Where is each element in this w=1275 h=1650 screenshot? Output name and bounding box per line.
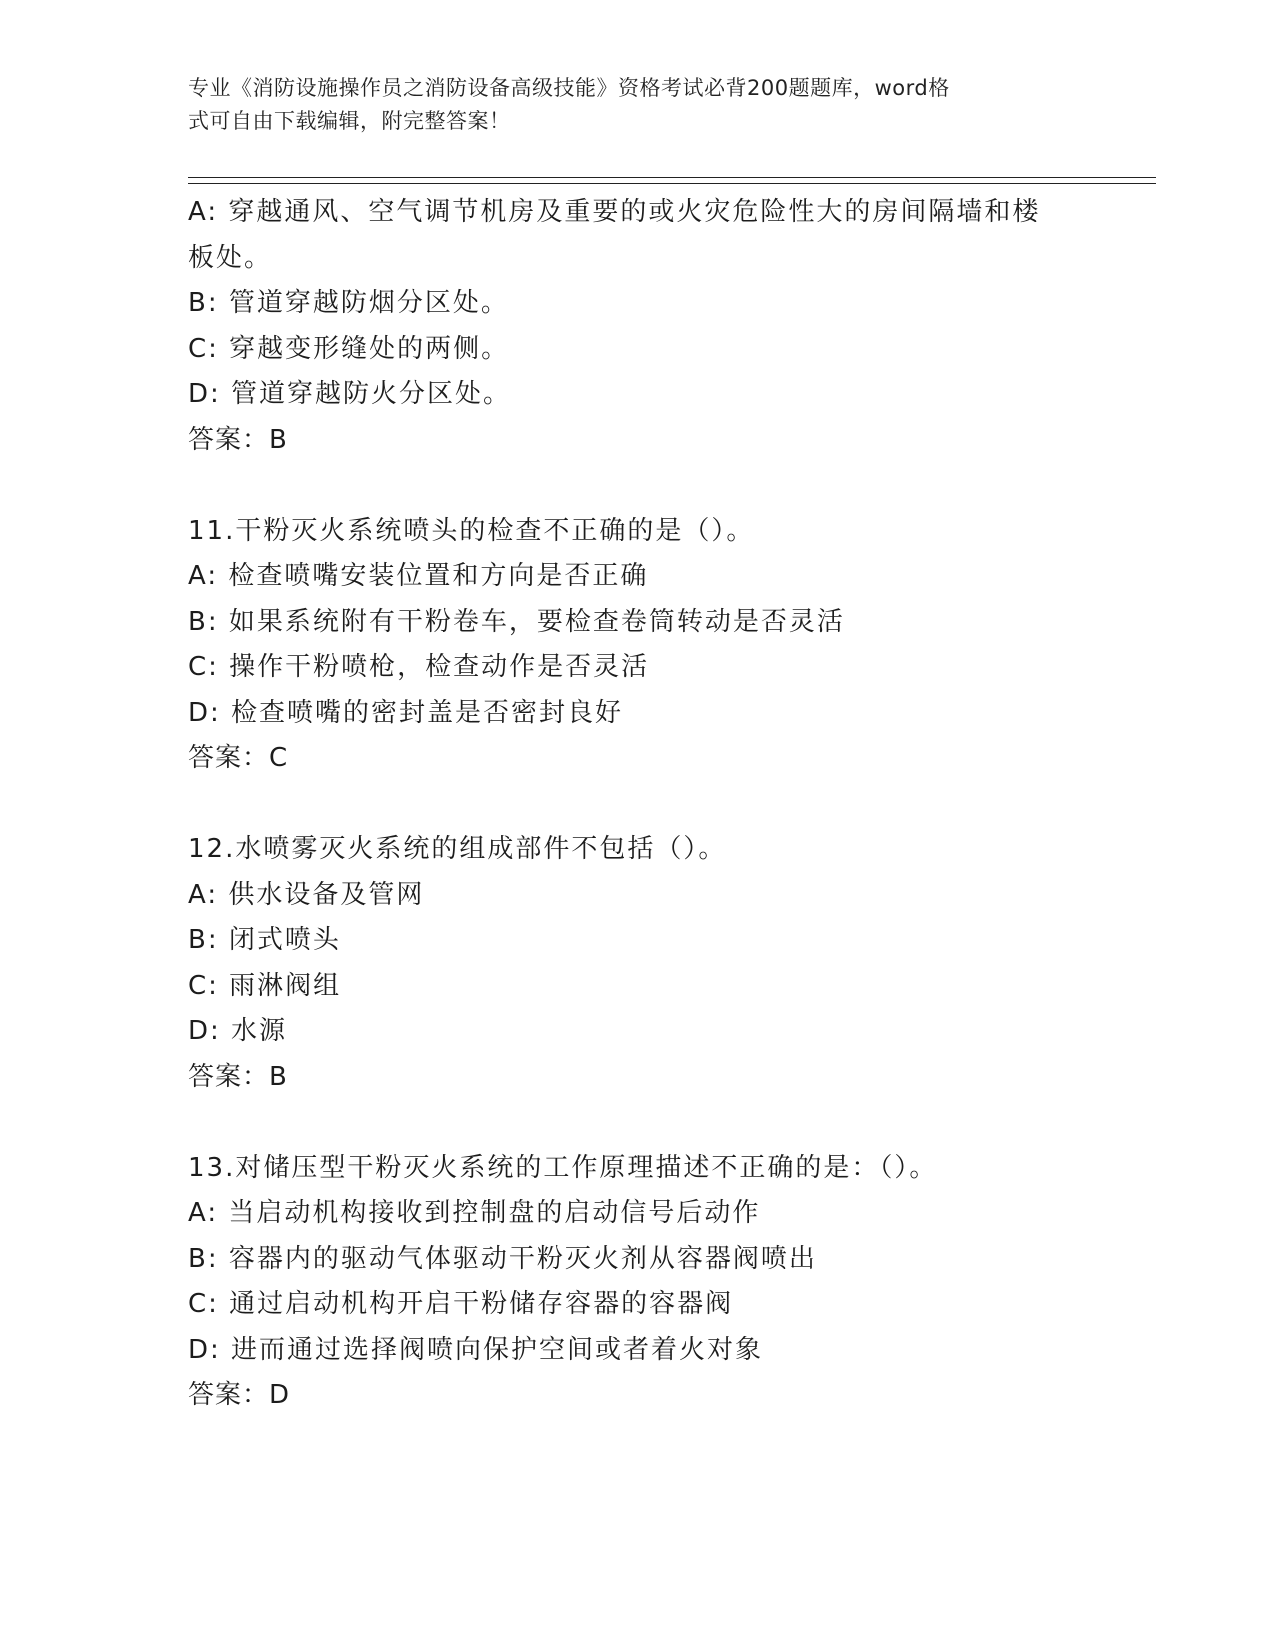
answer: 答案：B <box>188 424 288 455</box>
question-block-13 <box>188 1146 1128 1419</box>
option-d: D: 管道穿越防火分区处。 <box>188 379 512 409</box>
option-d: D: 水源 <box>188 1016 288 1046</box>
option-c: C: 通过启动机构开启干粉储存容器的容器阀 <box>188 1289 734 1319</box>
option-c: C: 穿越变形缝处的两侧。 <box>188 333 510 364</box>
header-line-2: 式可自由下载编辑，附完整答案！ <box>188 109 511 133</box>
spacer <box>188 782 1128 828</box>
option-c: C: 雨淋阀组 <box>188 970 342 1001</box>
answer: 答案：B <box>188 1061 288 1092</box>
header-divider-bottom <box>188 183 1156 184</box>
option-b: B: 容器内的驱动气体驱动干粉灭火剂从容器阀喷出 <box>188 1243 817 1274</box>
option-a: A: 当启动机构接收到控制盘的启动信号后动作 <box>188 1198 761 1228</box>
question-block-10 <box>188 190 1128 463</box>
answer: 答案：D <box>188 1380 291 1410</box>
option-a-line-1: A: 穿越通风、空气调节机房及重要的或火灾危险性大的房间隔墙和楼 <box>188 197 1041 227</box>
question-block-11 <box>188 509 1128 782</box>
document-header <box>188 72 1078 138</box>
spacer <box>188 1100 1128 1146</box>
option-c: C: 操作干粉喷枪，检查动作是否灵活 <box>188 652 650 682</box>
option-d: D: 检查喷嘴的密封盖是否密封良好 <box>188 697 624 728</box>
header-divider-top <box>188 177 1156 178</box>
question-stem: 13.对储压型干粉灭火系统的工作原理描述不正确的是：（）。 <box>188 1152 938 1183</box>
question-stem: 12.水喷雾灭火系统的组成部件不包括（）。 <box>188 834 727 864</box>
question-stem: 11.干粉灭火系统喷头的检查不正确的是（）。 <box>188 515 755 546</box>
question-block-12 <box>188 827 1128 1100</box>
option-a: A: 检查喷嘴安装位置和方向是否正确 <box>188 561 649 591</box>
option-a: A: 供水设备及管网 <box>188 879 425 910</box>
option-b: B: 如果系统附有干粉卷车，要检查卷筒转动是否灵活 <box>188 606 845 637</box>
option-d: D: 进而通过选择阀喷向保护空间或者着火对象 <box>188 1334 764 1365</box>
spacer <box>188 463 1128 509</box>
header-line-1: 专业《消防设施操作员之消防设备高级技能》资格考试必背200题题库，word格 <box>188 76 950 100</box>
question-list <box>188 190 1128 1419</box>
option-a-line-2: 板处。 <box>188 242 273 273</box>
option-b: B: 闭式喷头 <box>188 925 341 955</box>
option-b: B: 管道穿越防烟分区处。 <box>188 288 509 318</box>
answer: 答案：C <box>188 743 289 773</box>
